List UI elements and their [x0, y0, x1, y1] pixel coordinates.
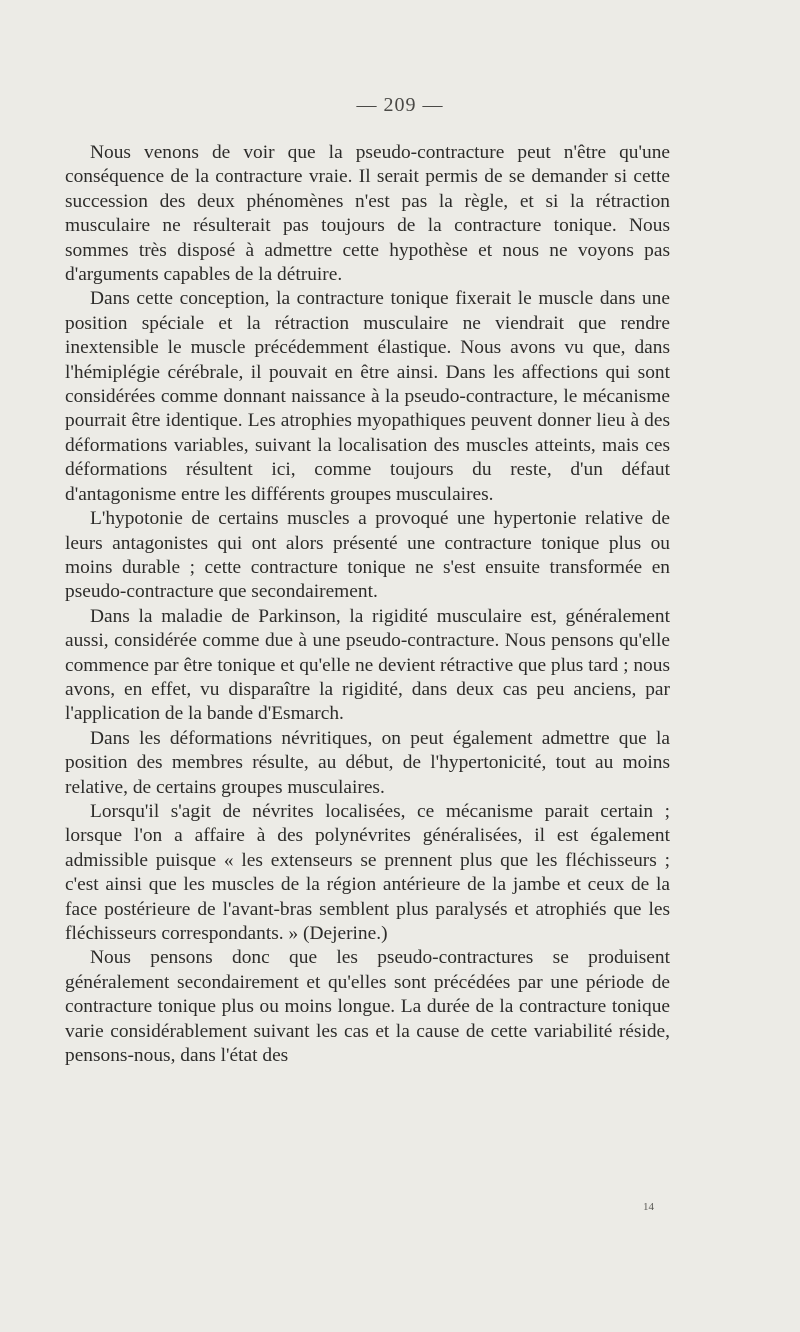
- paragraph-1: Nous venons de voir que la pseudo-contracture peut n'être qu'une conséquence de la contracture vraie. Il serait permis de se demander si cette succession des deux phénomènes n'est pas la règle, et si la rétraction musculaire ne résulterait pas toujours de la contracture tonique. Nous sommes très disposé à admettre cette hypothèse et nous ne voyons pas d'arguments capables de la détruire.: [65, 142, 670, 286]
- paragraph-5: Dans les déformations névritiques, on peut également admettre que la position des membres résulte, au début, de l'hypertonicité, tout au moins relative, de certains groupes musculaires.: [65, 727, 670, 798]
- signature-mark: 14: [643, 1201, 654, 1213]
- paragraph-4: Dans la maladie de Parkinson, la rigidité musculaire est, généralement aussi, considérée comme due à une pseudo-contracture. Nous pensons qu'elle commence par être tonique et qu'elle ne devient rétractive que plus tard ; nous avons, en effet, vu disparaître la rigidité, dans deux cas peu anciens, par l'application de la bande d'Esmarch.: [65, 605, 670, 725]
- paragraph-3: L'hypotonie de certains muscles a provoqué une hypertonie relative de leurs antagonistes qui ont alors présenté une contracture tonique plus ou moins durable ; cette contracture tonique ne s'est ensuite transformée en pseudo-contracture que secondairement.: [65, 508, 670, 603]
- paragraph-6: Lorsqu'il s'agit de névrites localisées, ce mécanisme parait certain ; lorsque l'on a affaire à des polynévrites généralisées, il est également admissible puisque « les extenseurs se prennent plus que les fléchisseurs ; c'est ainsi que les muscles de la région antérieure de la jambe et ceux de la face postérieure de l'avant-bras semblent plus paralysés et atrophiés que les fléchisseurs correspondants. » (Dejerine.): [65, 800, 670, 944]
- paragraph-2: Dans cette conception, la contracture tonique fixerait le muscle dans une position spéciale et la rétraction musculaire ne viendrait que rendre inextensible le muscle précédemment élastique. Nous avons vu que, dans l'hémiplégie cérébrale, il pouvait en être ainsi. Dans les affections qui sont considérées comme donnant naissance à la pseudo-contracture, le mécanisme pourrait être identique. Les atrophies myopathiques peuvent donner lieu à des déformations variables, suivant la localisation des muscles atteints, mais ces déformations résultent ici, comme toujours du reste, d'un défaut d'antagonisme entre les différents groupes musculaires.: [65, 288, 670, 505]
- body-text: [65, 141, 670, 1068]
- page-number: — 209 —: [356, 94, 444, 116]
- paragraph-7: Nous pensons donc que les pseudo-contractures se produisent généralement secondairement et qu'elles sont précédées par une période de contracture tonique plus ou moins longue. La durée de la contracture tonique varie considérablement suivant les cas et la cause de cette variabilité réside, pensons-nous, dans l'état des: [65, 947, 670, 1067]
